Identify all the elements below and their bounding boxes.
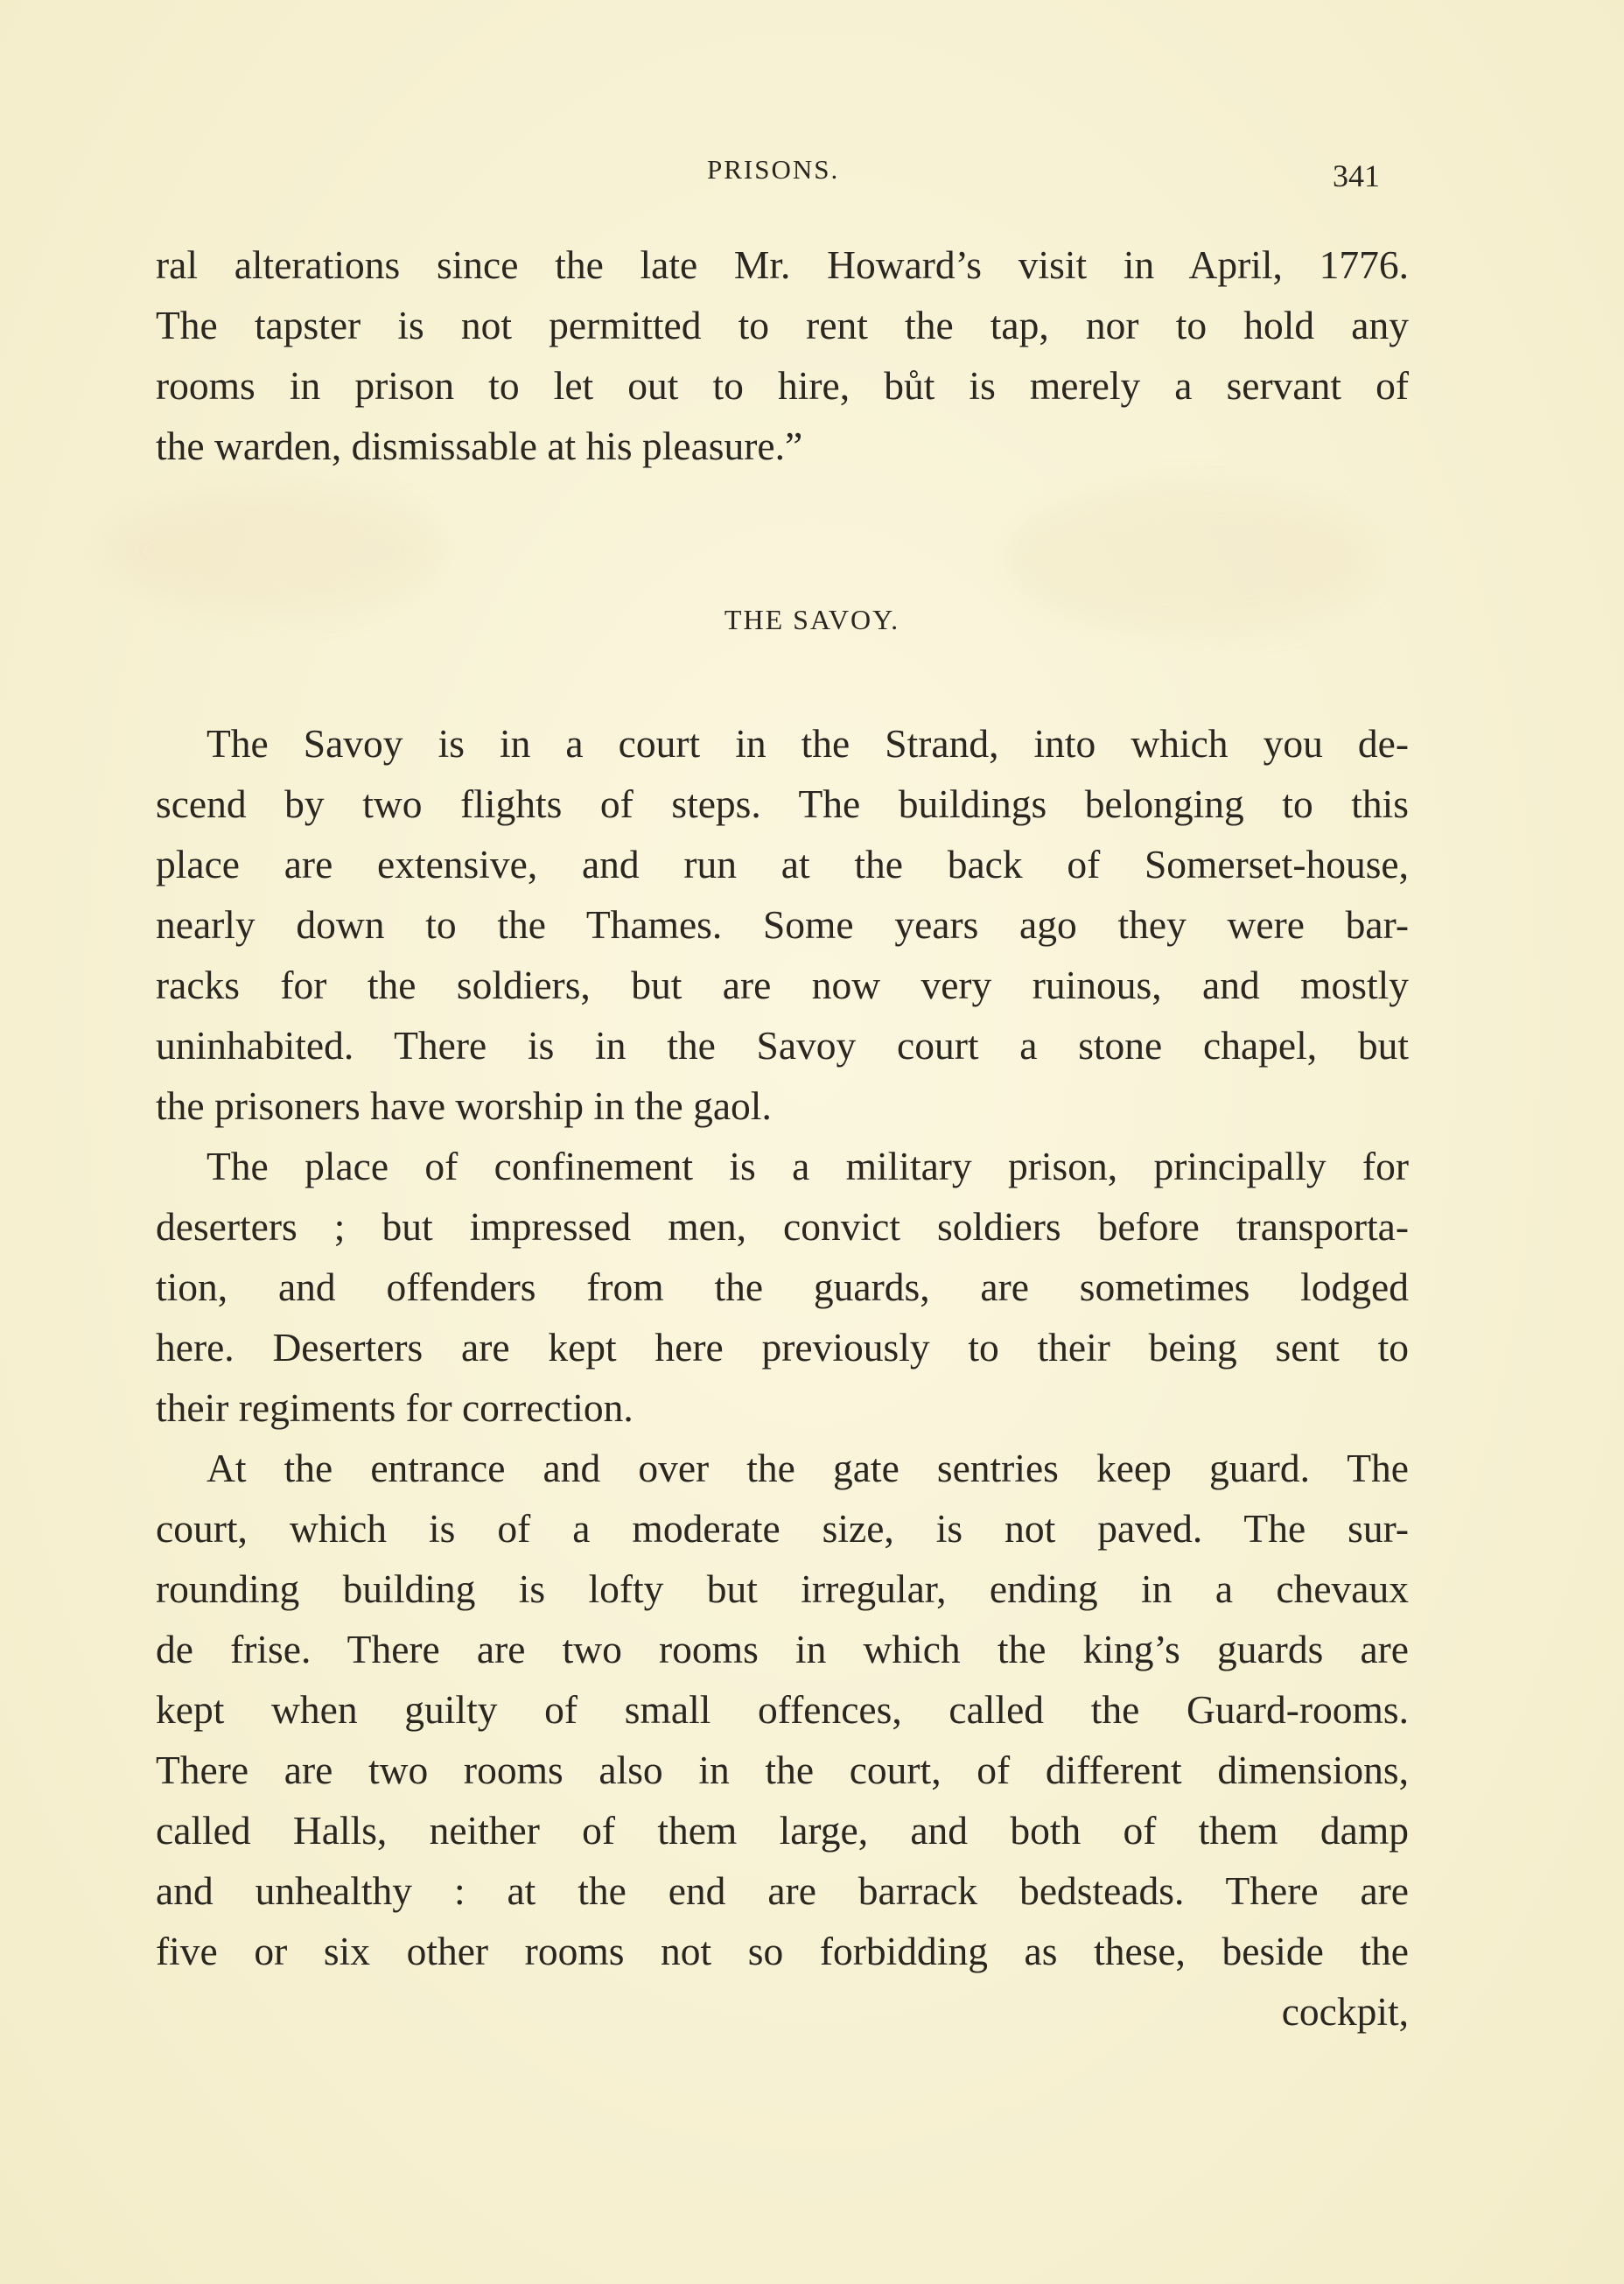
text-line: The place of confinement is a military prison, principally for [206, 1144, 1409, 1188]
page-number: 341 [1333, 158, 1380, 193]
text-line: rounding building is lofty but irregular, ending in a chevaux [156, 1566, 1409, 1611]
text-line: The Savoy is in a court in the Strand, into which you de- [206, 721, 1409, 766]
text-line: called Halls, neither of them large, and both of them damp [156, 1808, 1409, 1853]
section-heading: THE SAVOY. [724, 604, 900, 635]
text-line: tion, and offenders from the guards, are sometimes lodged [156, 1265, 1409, 1309]
text-line: kept when guilty of small offences, called the Guard-rooms. [156, 1687, 1409, 1732]
continuation-paragraph [156, 235, 1409, 476]
catchword: cockpit, [1281, 1989, 1409, 2034]
text-line: and unhealthy : at the end are barrack bedsteads. There are [156, 1868, 1409, 1913]
text-line: court, which is of a moderate size, is not paved. The sur- [156, 1506, 1409, 1551]
text-line: here. Deserters are kept here previously to their being sent to [156, 1325, 1409, 1370]
section-body [156, 713, 1409, 2042]
text-line: rooms in prison to let out to hire, bůt is merely a servant of [156, 363, 1409, 408]
text-line: deserters ; but impressed men, convict soldiers before transporta- [156, 1204, 1409, 1249]
text-line: de frise. There are two rooms in which the king’s guards are [156, 1627, 1409, 1671]
text-line: the warden, dismissable at his pleasure.” [156, 424, 803, 468]
text-line: uninhabited. There is in the Savoy court a stone chapel, but [156, 1023, 1409, 1068]
text-line: five or six other rooms not so forbidding as these, beside the [156, 1929, 1409, 1973]
text-line: the prisoners have worship in the gaol. [156, 1083, 772, 1128]
text-line: scend by two flights of steps. The buildings belonging to this [156, 781, 1409, 826]
text-line: their regiments for correction. [156, 1385, 634, 1430]
text-line: racks for the soldiers, but are now very ruinous, and mostly [156, 963, 1409, 1007]
text-line: nearly down to the Thames. Some years ago they were bar- [156, 902, 1409, 947]
paper-stain [105, 490, 438, 613]
text-line: ral alterations since the late Mr. Howard’s visit in April, 1776. [156, 242, 1409, 287]
running-title: PRISONS. [707, 154, 840, 185]
running-head [0, 154, 1624, 198]
text-line: At the entrance and over the gate sentries keep guard. The [206, 1446, 1409, 1490]
text-line: There are two rooms also in the court, of different dimensions, [156, 1748, 1409, 1792]
text-line: place are extensive, and run at the back of Somerset-house, [156, 842, 1409, 886]
text-line: The tapster is not permitted to rent the tap, nor to hold any [156, 303, 1409, 347]
